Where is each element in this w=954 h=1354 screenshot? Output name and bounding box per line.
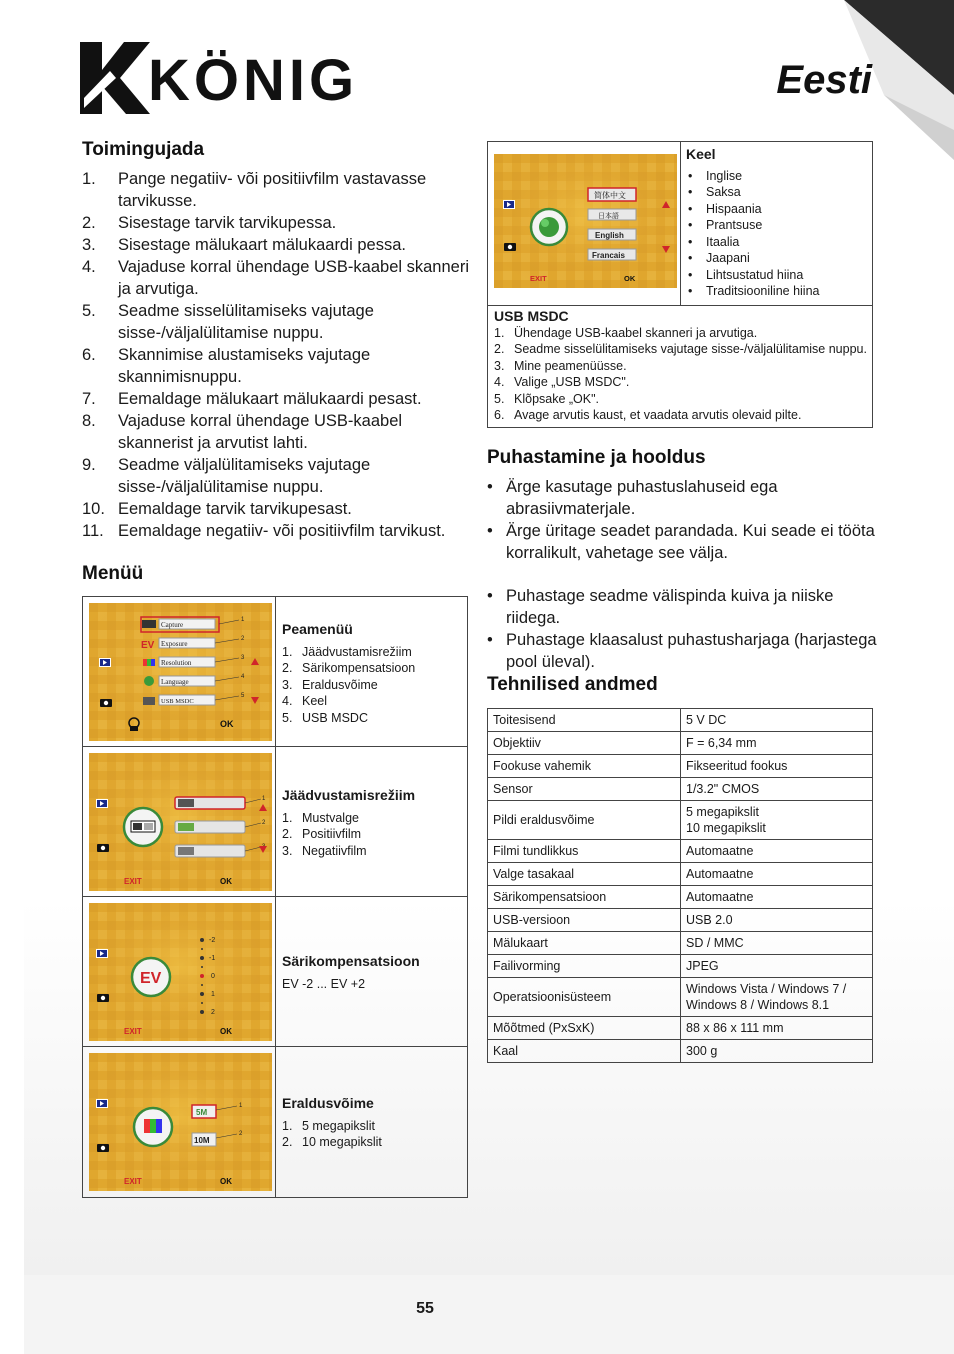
list-item: • Ärge üritage seadet parandada. Kui seade ei tööta korralikult, vahetage see välja. [487, 520, 887, 564]
exposure-description [282, 953, 420, 992]
list-item [82, 212, 472, 234]
language-screen [494, 154, 677, 288]
list-item: • Lihtsustatud hiina [686, 267, 820, 284]
list-number: 5. [82, 302, 96, 320]
spec-value: Automaatne [681, 886, 873, 909]
list-text: Avage arvutis kaust, et vaadata arvutis olevaid pilte. [514, 408, 802, 422]
spec-key: Mõõtmed (PxSxK) [488, 1017, 681, 1040]
list-text: Eraldusvõime [302, 677, 378, 692]
list-item: • Jaapani [686, 250, 820, 267]
ev-value: -1 [209, 955, 216, 962]
spec-key: Filmi tundlikkus [488, 840, 681, 863]
exit-label: EXIT [530, 274, 547, 283]
spec-key: Särikompensatsioon [488, 886, 681, 909]
camera-icon [504, 243, 516, 251]
spec-key: Objektiiv [488, 732, 681, 755]
list-number: 9. [82, 456, 96, 474]
spec-value: 88 x 86 x 111 mm [681, 1017, 873, 1040]
usb-msdc-description [494, 308, 867, 424]
list-number: 1. [494, 325, 505, 340]
exit-label: EXIT [124, 1177, 142, 1186]
spec-key: Mälukaart [488, 932, 681, 955]
camera-icon [100, 699, 112, 707]
page-number: 55 [416, 1300, 434, 1317]
list-item [282, 1118, 382, 1135]
ok-label: OK [220, 1177, 232, 1186]
list-item [82, 498, 472, 520]
resolution-10m: 10M [194, 1136, 210, 1145]
spec-key: Toitesisend [488, 709, 681, 732]
table-row [488, 801, 873, 840]
list-text: Seadme sisselülitamiseks vajutage sisse-/väljalülitamise nuppu. [118, 302, 374, 342]
camera-icon [97, 994, 109, 1002]
menu-row-capture [83, 747, 467, 897]
spec-key: Valge tasakaal [488, 863, 681, 886]
list-item [494, 341, 867, 358]
table-row [488, 932, 873, 955]
list-text: Seadme väljalülitamiseks vajutage sisse-/väljalülitamise nuppu. [118, 456, 371, 496]
table-row [488, 909, 873, 932]
list-number: 6. [494, 408, 505, 422]
exposure-range: EV -2 ... EV +2 [282, 976, 366, 991]
procedure-list [82, 168, 472, 542]
svg-text:EV: EV [141, 640, 155, 651]
list-text: Negatiivfilm [302, 843, 367, 858]
exit-label: EXIT [124, 1027, 142, 1036]
ok-label: OK [220, 1027, 232, 1036]
menu-row-resolution [83, 1047, 467, 1197]
list-text: Eemaldage tarvik tarvikupesast. [118, 500, 352, 518]
list-number: 4. [282, 694, 293, 708]
list-item [282, 710, 415, 727]
list-item [282, 693, 415, 710]
spec-value: Automaatne [681, 840, 873, 863]
konig-logo [80, 42, 359, 114]
table-row [488, 709, 873, 732]
list-text: Skannimise alustamiseks vajutage skannimisnuppu. [118, 346, 371, 386]
lang-item-english: English [595, 231, 624, 240]
list-text: Seadme sisselülitamiseks vajutage sisse-/väljalülitamise nuppu. [514, 342, 867, 356]
list-number: 1. [82, 170, 96, 188]
exposure-screen [89, 903, 272, 1041]
list-item: • Ärge kasutage puhastuslahuseid ega abrasiivmaterjale. [487, 476, 887, 520]
ev-value: 2 [211, 1009, 215, 1016]
language-title: Eesti [776, 58, 872, 102]
ev-value: -2 [209, 937, 216, 944]
table-row [488, 778, 873, 801]
ok-label: OK [624, 274, 636, 283]
list-text: Jäädvustamisrežiim [302, 644, 412, 659]
spec-value [681, 801, 873, 840]
brand-logo-text: KÖNIG [148, 48, 359, 113]
spec-value: 300 g [681, 1040, 873, 1063]
play-icon [96, 1099, 108, 1108]
list-text: Vajaduse korral ühendage USB-kaabel skanneri ja arvutiga. [118, 258, 469, 298]
list-item: • Itaalia [686, 234, 820, 251]
spec-key: USB-versioon [488, 909, 681, 932]
lang-item-simplified-chinese: 简体中文 [594, 191, 626, 200]
list-item [494, 358, 867, 375]
callout-number: 2 [262, 820, 266, 826]
list-item: • Hispaania [686, 201, 820, 218]
list-text: USB MSDC [302, 710, 368, 725]
capture-mode-screen [89, 753, 272, 891]
list-item: • Traditsiooniline hiina [686, 283, 820, 300]
list-number: 11. [82, 522, 104, 540]
list-text: 5 megapikslit [302, 1118, 375, 1133]
list-text: Positiivfilm [302, 827, 362, 841]
table-row [488, 1017, 873, 1040]
list-number: 1. [282, 1118, 293, 1133]
language-description [686, 146, 820, 300]
list-number: 5. [282, 710, 293, 725]
list-item [82, 520, 472, 542]
care-list [487, 476, 887, 673]
list-item [282, 1134, 382, 1151]
list-item [494, 391, 867, 408]
list-text: Pange negatiiv- või positiivfilm vastavasse tarvikusse. [118, 170, 427, 210]
list-item [82, 454, 472, 498]
callout-number: 1 [239, 1103, 243, 1109]
list-text: Sisestage tarvik tarvikupessa. [118, 214, 337, 232]
spec-key: Sensor [488, 778, 681, 801]
callout-number: 3 [241, 655, 245, 661]
play-icon [99, 658, 111, 667]
spec-value-line: 10 megapikslit [686, 821, 766, 835]
list-text: Sisestage mälukaart mälukaardi pessa. [118, 236, 406, 254]
care-heading: Puhastamine ja hooldus [487, 447, 706, 468]
spec-value: 5 V DC [681, 709, 873, 732]
list-item: • Saksa [686, 184, 820, 201]
list-item: • Prantsuse [686, 217, 820, 234]
lang-item-francais: Francais [592, 251, 625, 260]
play-icon [96, 799, 108, 808]
list-item [494, 325, 867, 342]
main-menu-screen [89, 603, 272, 741]
spec-key: Failivorming [488, 955, 681, 978]
menu-row-exposure [83, 897, 467, 1047]
specs-heading: Tehnilised andmed [487, 674, 658, 695]
ev-icon-label: EV [140, 970, 162, 987]
list-item [82, 256, 472, 300]
list-item [82, 300, 472, 344]
section-title: Jäädvustamisrežiim [282, 787, 416, 803]
list-number: 2. [494, 342, 505, 356]
table-row [488, 955, 873, 978]
table-row [488, 840, 873, 863]
spec-value: USB 2.0 [681, 909, 873, 932]
table-row [488, 863, 873, 886]
spec-value: Automaatne [681, 863, 873, 886]
specs-table [487, 708, 873, 1063]
list-number: 2. [282, 1135, 293, 1149]
list-number: 7. [82, 390, 96, 408]
list-item [82, 410, 472, 454]
spec-value [681, 978, 873, 1017]
list-number: 6. [82, 346, 96, 364]
section-title: USB MSDC [494, 308, 569, 324]
menu-row-main [83, 597, 467, 747]
list-item [82, 234, 472, 256]
callout-number: 4 [241, 674, 245, 680]
lang-item-japanese: 日本語 [598, 212, 619, 220]
list-text: Valige „USB MSDC". [514, 375, 630, 389]
exposure-item: Exposure [161, 640, 188, 648]
ok-label: OK [220, 877, 232, 886]
list-number: 4. [82, 258, 96, 276]
table-row [488, 886, 873, 909]
ok-label: OK [220, 719, 234, 729]
resolution-5m: 5M [196, 1108, 208, 1117]
list-number: 1. [282, 810, 293, 825]
play-icon [96, 949, 108, 958]
spec-value-line: 5 megapikslit [686, 805, 759, 819]
list-item [82, 168, 472, 212]
list-number: 2. [282, 827, 293, 841]
section-title: Särikompensatsioon [282, 953, 420, 969]
list-item: • Puhastage seadme välispinda kuiva ja niiske riidega. [487, 585, 887, 629]
list-text: Keel [302, 694, 328, 708]
language-item: Language [161, 678, 189, 686]
list-text: Eemaldage negatiiv- või positiivfilm tarvikust. [118, 522, 446, 540]
callout-number: 1 [262, 796, 266, 802]
section-title: Keel [686, 146, 716, 162]
callout-number: 1 [241, 617, 245, 623]
spec-value-line: Windows Vista / Windows 7 / [686, 982, 847, 996]
play-icon [503, 200, 515, 209]
list-number: 3. [82, 236, 96, 254]
list-item: • Puhastage klaasalust puhastusharjaga (harjastega pool üleval). [487, 629, 887, 673]
table-row [488, 1040, 873, 1063]
list-number: 3. [282, 843, 293, 858]
procedure-heading: Toimingujada [82, 139, 205, 160]
table-row [488, 755, 873, 778]
list-number: 10. [82, 500, 105, 518]
ev-value: 1 [211, 991, 215, 998]
camera-icon [97, 844, 109, 852]
callout-number: 2 [239, 1131, 243, 1137]
list-text: Vajaduse korral ühendage USB-kaabel skannerist ja arvutist lahti. [118, 412, 403, 452]
list-item [282, 644, 415, 661]
menu-heading: Menüü [82, 563, 144, 584]
resolution-screen [89, 1053, 272, 1191]
list-item [282, 677, 415, 694]
list-item [282, 660, 415, 677]
resolution-description [282, 1095, 382, 1151]
spec-key: Pildi eraldusvõime [488, 801, 681, 840]
spec-value: JPEG [681, 955, 873, 978]
exit-label: EXIT [124, 877, 142, 886]
list-text: Mine peamenüüsse. [514, 358, 627, 373]
list-number: 5. [494, 391, 505, 406]
spec-value: F = 6,34 mm [681, 732, 873, 755]
spec-key: Kaal [488, 1040, 681, 1063]
capture-mode-description [282, 787, 415, 859]
usb-msdc-item: USB MSDC [161, 698, 194, 705]
list-number: 2. [82, 214, 96, 232]
spec-value-line: Windows 8 / Windows 8.1 [686, 998, 830, 1012]
spec-value: SD / MMC [681, 932, 873, 955]
list-item [282, 826, 415, 843]
list-number: 3. [494, 358, 505, 373]
table-row [488, 732, 873, 755]
list-text: 10 megapikslit [302, 1135, 382, 1149]
menu-table [82, 596, 468, 1198]
callout-number: 5 [241, 693, 245, 699]
list-number: 1. [282, 644, 293, 659]
list-number: 8. [82, 412, 96, 430]
capture-item: Capture [161, 621, 184, 629]
language-usb-table [487, 141, 873, 428]
list-item [82, 344, 472, 388]
list-text: Särikompensatsioon [302, 661, 416, 675]
list-number: 2. [282, 661, 293, 675]
callout-number: 2 [241, 636, 245, 642]
section-title: Eraldusvõime [282, 1095, 374, 1111]
table-row [488, 978, 873, 1017]
resolution-item: Resolution [161, 659, 192, 667]
section-title: Peamenüü [282, 621, 353, 637]
list-item [82, 388, 472, 410]
list-number: 3. [282, 677, 293, 692]
list-item: • Inglise [686, 168, 820, 185]
list-text: Eemaldage mälukaart mälukaardi pesast. [118, 390, 422, 408]
list-item [494, 407, 867, 424]
list-number: 4. [494, 375, 505, 389]
list-item [494, 374, 867, 391]
ev-value: 0 [211, 973, 215, 980]
list-text: Klõpsake „OK". [514, 391, 600, 406]
spec-key: Operatsioonisüsteem [488, 978, 681, 1017]
spec-value: Fikseeritud fookus [681, 755, 873, 778]
list-text: Ühendage USB-kaabel skanneri ja arvutiga. [514, 325, 758, 340]
spec-key: Fookuse vahemik [488, 755, 681, 778]
list-text: Mustvalge [302, 810, 359, 825]
list-item [282, 843, 415, 860]
main-menu-description [282, 621, 415, 726]
list-item [282, 810, 415, 827]
camera-icon [97, 1144, 109, 1152]
spec-value: 1/3.2" CMOS [681, 778, 873, 801]
